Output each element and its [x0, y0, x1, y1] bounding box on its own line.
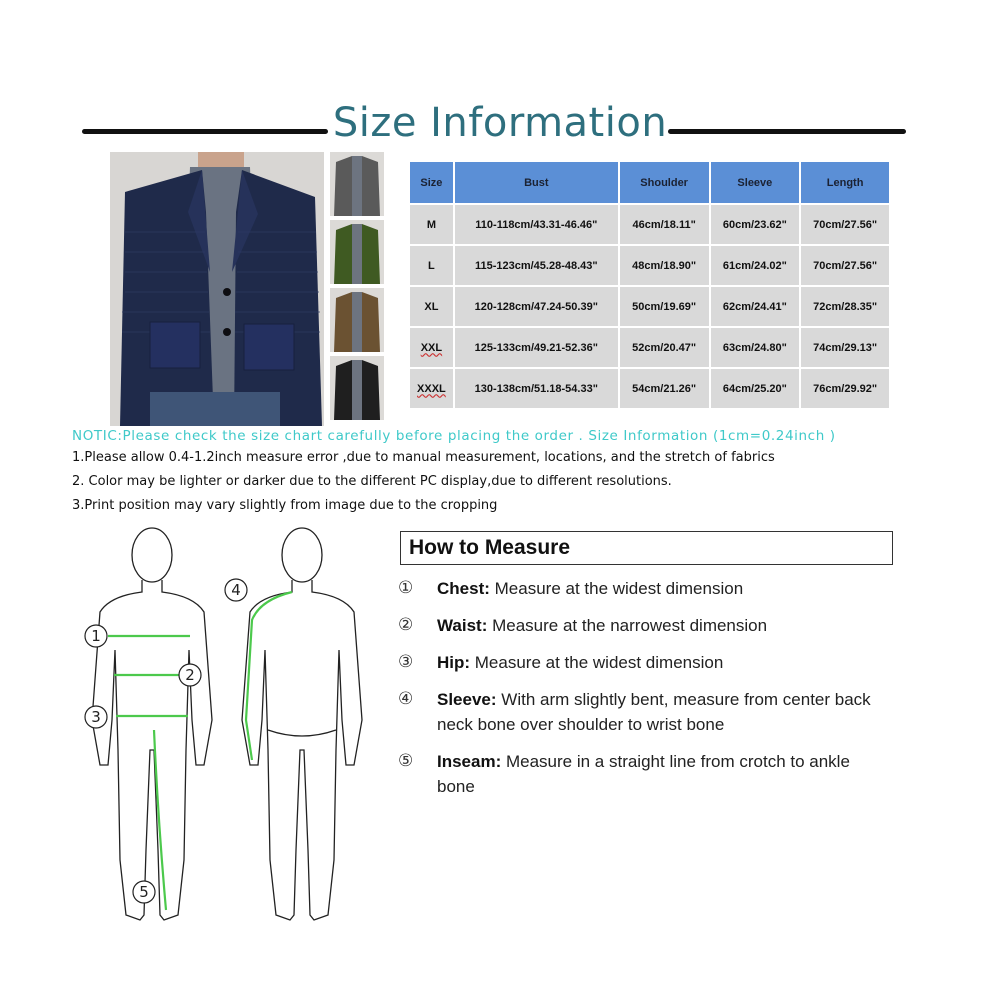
sleeve-cell: 60cm/23.62" — [710, 204, 801, 245]
title-rule-right — [668, 129, 906, 134]
shoulder-cell: 50cm/19.69" — [619, 286, 710, 327]
measure-item-waist — [398, 613, 898, 639]
measure-text — [437, 650, 907, 675]
bust-cell: 110-118cm/43.31-46.46" — [454, 204, 619, 245]
measure-label: Waist: — [437, 616, 488, 635]
length-cell: 72cm/28.35" — [800, 286, 890, 327]
measure-item-hip — [398, 650, 898, 676]
sleeve-cell: 64cm/25.20" — [710, 368, 801, 409]
measure-item-sleeve — [398, 687, 898, 739]
measure-text — [437, 687, 897, 737]
color-thumb-black[interactable] — [330, 356, 384, 420]
front-body — [92, 580, 212, 920]
size-notice: NOTIC:Please check the size chart carefully before placing the order . Size Information (1cm=0.24inch ) — [72, 428, 836, 444]
color-thumb-brown[interactable] — [330, 288, 384, 352]
header-length: Length — [800, 161, 890, 204]
table-row — [409, 245, 890, 286]
table-row — [409, 286, 890, 327]
header-sleeve: Sleeve — [710, 161, 801, 204]
header-size: Size — [409, 161, 454, 204]
shoulder-cell: 46cm/18.11" — [619, 204, 710, 245]
measure-text — [437, 576, 907, 601]
color-thumb-gray[interactable] — [330, 152, 384, 216]
table-row — [409, 204, 890, 245]
size-cell-text: XXL — [420, 341, 443, 354]
front-head — [132, 528, 172, 582]
sleeve-cell: 62cm/24.41" — [710, 286, 801, 327]
color-thumb-green[interactable] — [330, 220, 384, 284]
length-cell: 70cm/27.56" — [800, 245, 890, 286]
shoulder-cell: 48cm/18.90" — [619, 245, 710, 286]
measure-label: Inseam: — [437, 752, 502, 771]
back-body — [242, 580, 362, 920]
table-header-row — [409, 161, 890, 204]
size-table — [408, 160, 891, 410]
sleeve-cell: 63cm/24.80" — [710, 327, 801, 368]
measure-label: Hip: — [437, 653, 471, 672]
marker-4: 4 — [231, 581, 241, 599]
measure-desc: Measure at the narrowest dimension — [487, 616, 768, 635]
marker-5: 5 — [139, 883, 149, 901]
back-seat-line — [268, 730, 336, 736]
size-cell: XL — [409, 286, 454, 327]
size-cell: M — [409, 204, 454, 245]
note-3: 3.Print position may vary slightly from image due to the cropping — [72, 498, 498, 513]
how-to-measure-heading: How to Measure — [400, 531, 893, 565]
title-rule-left — [82, 129, 328, 134]
size-cell — [409, 368, 454, 409]
shoulder-cell: 54cm/21.26" — [619, 368, 710, 409]
header-shoulder: Shoulder — [619, 161, 710, 204]
size-cell-text: XXXL — [417, 382, 446, 395]
length-cell: 70cm/27.56" — [800, 204, 890, 245]
product-photo-main — [110, 152, 324, 426]
measure-desc: Measure at the widest dimension — [470, 653, 724, 672]
measure-num: ⑤ — [398, 751, 414, 771]
page-title: Size Information — [332, 100, 668, 146]
table-row — [409, 368, 890, 409]
measure-num: ④ — [398, 689, 414, 709]
measure-num: ② — [398, 615, 414, 635]
measure-num: ③ — [398, 652, 414, 672]
measure-label: Sleeve: — [437, 690, 497, 709]
sleeve-cell: 61cm/24.02" — [710, 245, 801, 286]
measure-text — [437, 613, 907, 638]
back-head — [282, 528, 322, 582]
bust-cell: 115-123cm/45.28-48.43" — [454, 245, 619, 286]
size-cell — [409, 327, 454, 368]
size-cell: L — [409, 245, 454, 286]
marker-3: 3 — [91, 708, 101, 726]
length-cell: 74cm/29.13" — [800, 327, 890, 368]
shoulder-cell: 52cm/20.47" — [619, 327, 710, 368]
measure-label: Chest: — [437, 579, 490, 598]
note-1: 1.Please allow 0.4-1.2inch measure error ,due to manual measurement, locations, and the stretch of fabrics — [72, 450, 775, 465]
measure-item-inseam — [398, 749, 898, 801]
inseam-line — [154, 730, 166, 910]
measure-text — [437, 749, 882, 799]
measure-desc: With arm slightly bent, measure from center back neck bone over shoulder to wrist bone — [437, 690, 871, 734]
header-bust: Bust — [454, 161, 619, 204]
bust-cell: 120-128cm/47.24-50.39" — [454, 286, 619, 327]
measure-item-chest — [398, 576, 898, 602]
bust-cell: 130-138cm/51.18-54.33" — [454, 368, 619, 409]
marker-1: 1 — [91, 627, 101, 645]
note-2: 2. Color may be lighter or darker due to the different PC display,due to different resolutions. — [72, 474, 672, 489]
length-cell: 76cm/29.92" — [800, 368, 890, 409]
bust-cell: 125-133cm/49.21-52.36" — [454, 327, 619, 368]
table-row — [409, 327, 890, 368]
marker-2: 2 — [185, 666, 195, 684]
measure-desc: Measure in a straight line from crotch to ankle bone — [437, 752, 850, 796]
measure-num: ① — [398, 578, 414, 598]
measure-desc: Measure at the widest dimension — [489, 579, 744, 598]
measurement-figures — [70, 520, 380, 945]
